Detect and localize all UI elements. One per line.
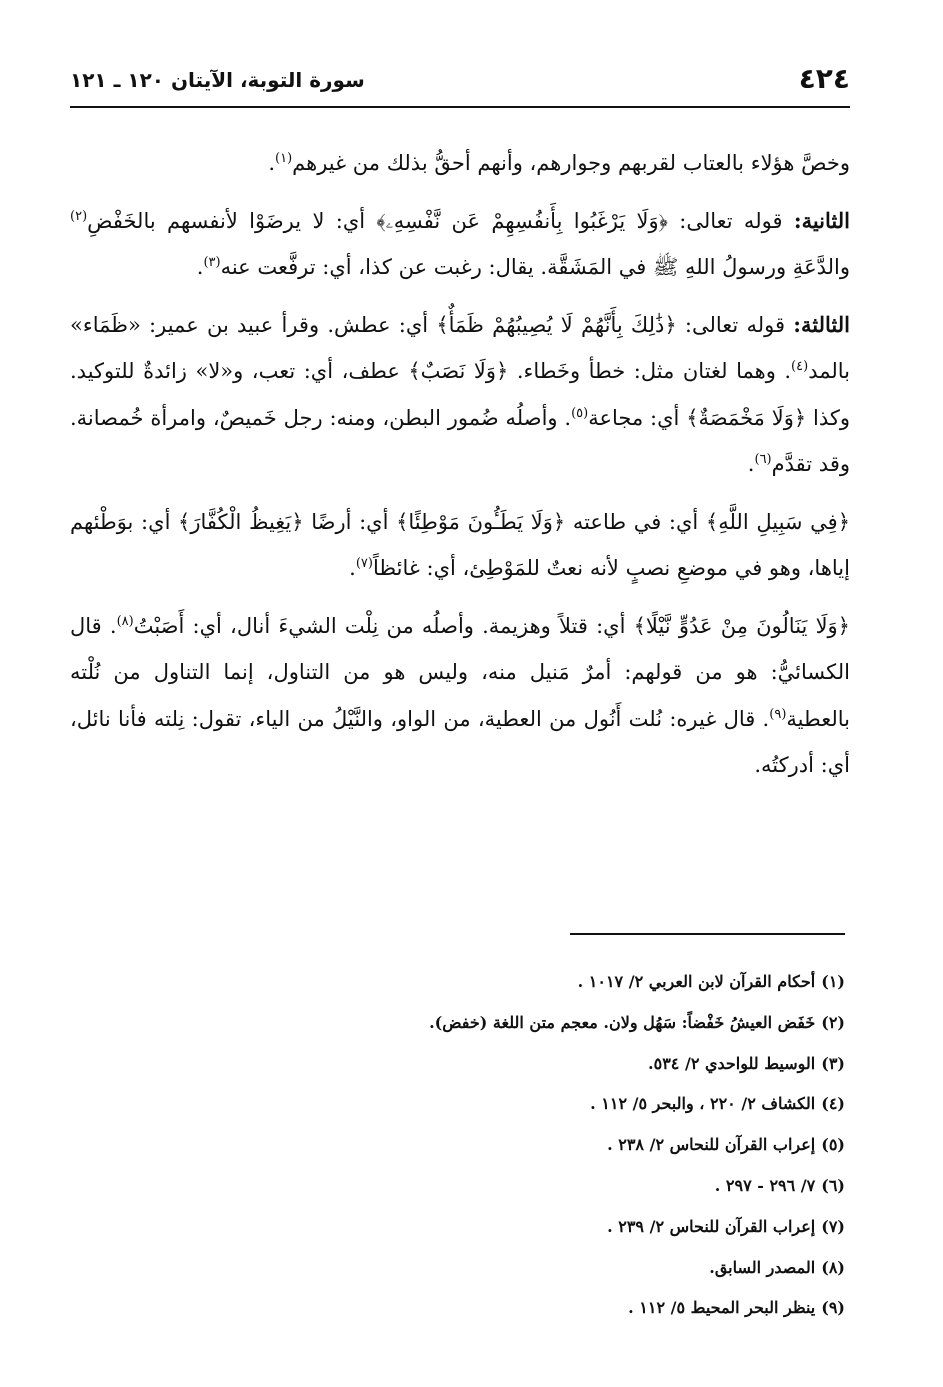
- footnote-ref: (٩): [769, 706, 787, 722]
- paragraph-2: [70, 198, 850, 291]
- footnote-text: الوسيط للواحدي ٢/ ٥٣٤.: [648, 1053, 816, 1073]
- footnote-ref: (٤): [791, 359, 809, 374]
- paragraph-end: .: [268, 151, 276, 175]
- paragraph-end: .: [747, 452, 755, 476]
- paragraph-5: [70, 603, 850, 789]
- paragraph-text: . قال غيره: نُلت أَنُول من العطية، من الواو، والنَّيْلُ من الياء، تقول: نِلته فأنا نائل، أي: أدركتُه.: [70, 706, 850, 777]
- footnote-number: (١): [821, 972, 845, 991]
- paragraph-text: ﴿وَلَا يَنَالُونَ مِنْ عَدُوٍّ نَّيْلًا﴾ أي: قتلاً وهزيمة. وأصلُه من نِلْت الشيءَ أنال، أي: أَصَبْتُ: [133, 613, 850, 638]
- footnote-item: [70, 962, 845, 1003]
- footnote-item: [70, 1288, 845, 1329]
- footnote-text: ينظر البحر المحيط ٥/ ١١٢ .: [628, 1298, 816, 1318]
- footnotes: [70, 962, 845, 1329]
- point-label: الثانية:: [793, 207, 850, 233]
- main-text: [70, 140, 850, 800]
- footnote-item: [70, 1003, 845, 1044]
- footnote-ref: (٣): [203, 255, 221, 270]
- footnote-ref: (٥): [571, 405, 589, 421]
- running-title: سورة التوبة، الآيتان ١٢٠ ـ ١٢١: [70, 68, 365, 92]
- footnotes-divider: [570, 933, 845, 935]
- paragraph-text: . وهما لغتان مثل: خطأ وخَطاء. ﴿وَلَا نَصَبٌ﴾ عطف، أي: تعب، و«لا» زائدةٌ للتوكيد. وكذا ﴿وَلَا مَخْمَصَةٌ﴾ أي: مجاعة: [70, 359, 850, 430]
- footnote-text: إعراب القرآن للنحاس ٢/ ٢٣٩ .: [607, 1216, 816, 1236]
- footnote-item: [70, 1248, 845, 1289]
- footnote-item: [70, 1207, 845, 1248]
- footnote-item: [70, 1084, 845, 1125]
- footnote-ref: (٨): [116, 613, 134, 629]
- header-rule: [70, 106, 850, 108]
- footnote-text: خَفَض العيشُ خَفْضاً: سَهُل ولان. معجم متن اللغة (خفض).: [429, 1012, 816, 1032]
- paragraph-end: .: [196, 255, 204, 279]
- page-number: ٤٢٤: [798, 62, 850, 95]
- paragraph-4: [70, 499, 850, 592]
- footnote-text: المصدر السابق.: [709, 1257, 816, 1277]
- footnote-number: (٨): [821, 1257, 845, 1277]
- paragraph-text: قوله تعالى: ﴿وَلَا يَرْغَبُوا بِأَنفُسِهِمْ عَن نَّفْسِهِۦ﴾ أي: لا يرضَوْا لأنفسهم بالخَفْضِ: [87, 208, 783, 233]
- paragraph-1: [70, 140, 850, 187]
- paragraph-text: والدَّعَةِ ورسولُ اللهِ ﷺ في المَشَقَّة. يقال: رغبت عن كذا، أي: ترفَّعت عنه: [220, 255, 850, 279]
- footnote-number: (٧): [821, 1216, 845, 1236]
- paragraph-text: قوله تعالى: ﴿ذَٰلِكَ بِأَنَّهُمْ لَا يُصِيبُهُمْ ظَمَأٌ﴾ أي: عطش. وقرأ عبيد بن عمير: «ظَمَاء» بالمد: [70, 312, 850, 383]
- paragraph-text: . قال الكسائيُّ: هو من قولهم: أمرٌ مَنيل منه، وليس هو من التناول، إنما التناول من نُلْته بالعطية: [70, 613, 850, 731]
- paragraph-end: .: [349, 556, 356, 580]
- paragraph-text: وخصَّ هؤلاء بالعتاب لقربهم وجوارهم، وأنهم أحقُّ بذلك من غيرهم: [292, 151, 850, 175]
- footnote-text: إعراب القرآن للنحاس ٢/ ٢٣٨ .: [607, 1135, 816, 1155]
- footnote-number: (٢): [821, 1012, 845, 1032]
- footnote-ref: (٢): [70, 208, 88, 224]
- footnote-ref: (٦): [754, 452, 772, 467]
- footnote-item: [70, 1044, 845, 1085]
- paragraph-text: . وأصلُه ضُمور البطن، ومنه: رجل خَميصٌ، وامرأة خُمصانة. وقد تقدَّم: [70, 405, 850, 476]
- footnote-number: (٦): [821, 1175, 845, 1195]
- footnote-text: أحكام القرآن لابن العربي ٢/ ١٠١٧ .: [577, 972, 816, 991]
- footnote-text: الكشاف ٢/ ٢٢٠ ، والبحر ٥/ ١١٢ .: [590, 1094, 816, 1114]
- page-header: [70, 62, 850, 108]
- footnote-number: (٥): [821, 1135, 845, 1155]
- footnote-number: (٩): [821, 1298, 845, 1318]
- footnote-text: ٧/ ٢٩٦ - ٢٩٧ .: [714, 1175, 816, 1195]
- footnote-number: (٤): [821, 1094, 845, 1114]
- footnote-ref: (١): [275, 151, 293, 166]
- footnote-ref: (٧): [355, 556, 373, 571]
- paragraph-text: ﴿فِي سَبِيلِ اللَّهِ﴾ أي: في طاعته ﴿وَلَا يَطَـُٔونَ مَوْطِئًا﴾ أي: أرضًا ﴿يَغِيظُ الْكُفَّارَ﴾ أي: بوَطْئهم إياها، وهو في موضعِ نصبٍ لأنه نعتٌ للمَوْطِئ، أي: غائظاً: [70, 509, 850, 580]
- footnote-number: (٣): [821, 1053, 845, 1073]
- point-label: الثالثة:: [793, 311, 850, 337]
- footnote-item: [70, 1166, 845, 1207]
- footnote-item: [70, 1125, 845, 1166]
- paragraph-3: [70, 302, 850, 488]
